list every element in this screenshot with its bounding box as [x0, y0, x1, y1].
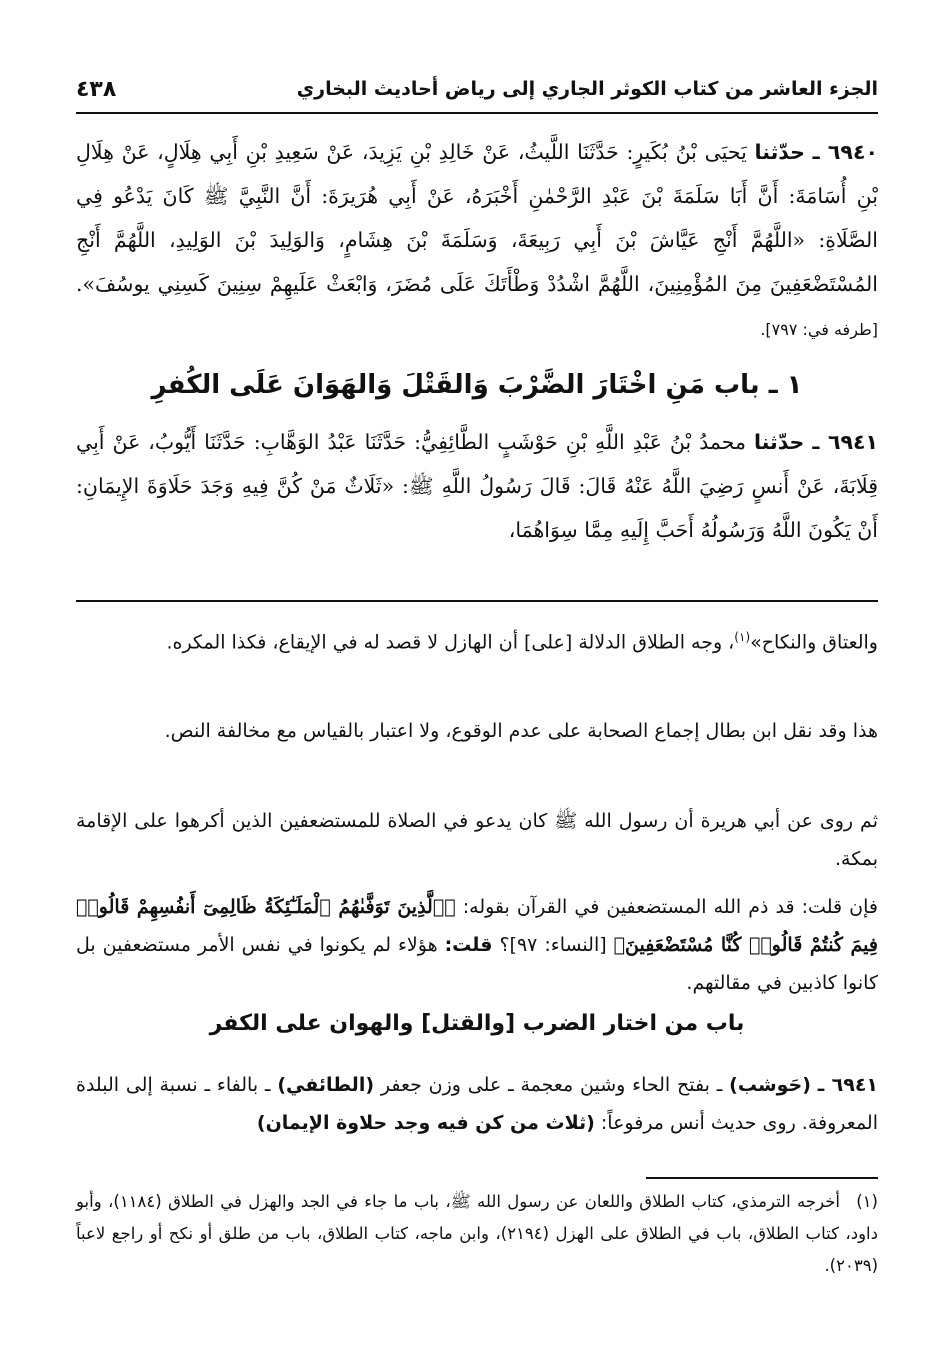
hadith-text: يَحيَى بْنُ بُكَيرٍ: حَدَّثَنَا اللَّيثُ، عَنْ خَالِدِ بْنِ يَزِيدَ، عَنْ سَعِيدِ بْنِ أَبِي هِلَالٍ، عَنْ هِلَالِ بْنِ أُسَامَةَ: أَنَّ أَبَا سَلَمَةَ بْنَ عَبْدِ الرَّحْمٰنِ أَخْبَرَهُ، عَنْ أَبِي هُرَيرَةَ: أَنَّ النَّبِيَّ ﷺ كَانَ يَدْعُو فِي الصَّلَاةِ: «اللَّهُمَّ أَنْجِ عَيَّاشَ بْنَ أَبِي رَبِيعَةَ، وَسَلَمَةَ بْنَ هِشَامٍ، وَالوَلِيدَ بْنَ الوَلِيدِ، اللَّهُمَّ أَنْجِ المُسْتَضْعَفِينَ مِنَ المُؤْمِنِينَ، اللَّهُمَّ اشْدُدْ وَطْأَتَكَ عَلَى مُضَرَ، وَابْعَثْ عَلَيهِمْ سِنِينَ كَسِنِي يوسُفَ».: [76, 140, 878, 296]
commentary-paragraph-3: [76, 802, 878, 878]
quran-verse: ﴿ٱلَّذِينَ تَوَفَّىٰهُمُ ٱلْمَلَـٰٓئِكَةُ ظَالِمِىٓ أَنفُسِهِمْ قَالُوا۟ فِيمَ كُنتُمْ قَالُوا۟ كُنَّا مُسْتَضْعَفِينَ﴾: [76, 896, 878, 956]
page-number: ٤٣٨: [76, 76, 117, 102]
footnote-text: أخرجه الترمذي، كتاب الطلاق واللعان عن رسول الله ﷺ، باب ما جاء في الجد والهزل في الطلاق (١١٨٤)، وأبو داود، كتاب الطلاق، باب في الطلاق على الهزل (٢١٩٤)، وابن ماجه، كتاب الطلاق، باب من طلق أو نكح أو راجع لاعباً (٢٠٣٩).: [76, 1192, 878, 1275]
term: (حَوشب): [729, 1074, 811, 1096]
commentary-paragraph-5: [76, 1066, 878, 1142]
hadith-number: ٦٩٤١ ـ: [817, 1074, 879, 1096]
commentary-divider: [76, 600, 878, 602]
hadith-lead: حدّثنا: [754, 140, 805, 164]
commentary-paragraph-1: [76, 618, 878, 661]
commentary-chapter-heading: باب من اختار الضرب [والقتل] والهوان على الكفر: [209, 1011, 745, 1036]
hadith-text: محمدُ بْنُ عَبْدِ اللَّهِ بْنِ حَوْشَبٍ الطَّائِفِيُّ: حَدَّثَنَا عَبْدُ الوَهَّابِ: حَدَّثَنَا أَيُّوبُ، عَنْ أَبِي قِلَابَةَ، عَنْ أَنسٍ رَضِيَ اللَّهُ عَنْهُ قَالَ: قَالَ رَسُولُ اللَّهِ ﷺ: «ثَلَاثٌ مَنْ كُنَّ فِيهِ وَجَدَ حَلَاوَةَ الإِيمَانِ: أَنْ يَكُونَ اللَّهُ وَرَسُولُهُ أَحَبَّ إِلَيهِ مِمَّا سِوَاهُمَا،: [76, 430, 878, 542]
hadith-6941: [76, 420, 878, 552]
footnote: [76, 1186, 878, 1282]
footnote-marker: (١): [734, 630, 751, 644]
answer-label: قلت:: [444, 934, 493, 956]
paragraph-text: والعتاق والنكاح»: [750, 631, 878, 654]
paragraph-text: ثم روى عن أبي هريرة أن رسول الله ﷺ كان يدعو في الصلاة للمستضعفين الذين أكرهوا على الإقامة بمكة.: [76, 810, 878, 870]
verse-reference: [النساء: ٩٧]؟: [499, 934, 607, 956]
page-header: [76, 66, 878, 114]
hadith-number: ٦٩٤٠ ـ: [812, 140, 878, 164]
footnote-divider: [646, 1177, 878, 1179]
hadith-reference: [طرفه في: ٧٩٧].: [760, 320, 878, 339]
quote: (ثلاث من كن فيه وجد حلاوة الإيمان): [256, 1112, 595, 1134]
paragraph-text: ـ بفتح الحاء وشين معجمة ـ على وزن جعفر: [380, 1074, 723, 1096]
running-title: الجزء العاشر من كتاب الكوثر الجاري إلى رياض أحاديث البخاري: [296, 78, 878, 100]
commentary-paragraph-2: [76, 712, 878, 750]
paragraph-text: هؤلاء لم يكونوا في نفس الأمر مستضعفين بل كانوا كاذبين في مقالتهم.: [76, 934, 878, 994]
chapter-heading: ١ ـ باب مَنِ اخْتَارَ الضَّرْبَ وَالقَتْلَ وَالهَوَانَ عَلَى الكُفرِ: [151, 370, 803, 400]
paragraph-text: ـ بالفاء ـ نسبة إلى البلدة المعروفة. روى حديث أنس مرفوعاً:: [76, 1074, 878, 1134]
paragraph-text: فإن قلت: قد ذم الله المستضعفين في القرآن بقوله:: [462, 896, 878, 918]
footnote-number: (١): [856, 1192, 878, 1211]
hadith-6940: [76, 130, 878, 352]
paragraph-text: هذا وقد نقل ابن بطال إجماع الصحابة على عدم الوقوع، ولا اعتبار بالقياس مع مخالفة النص.: [164, 720, 878, 742]
hadith-number: ٦٩٤١ ـ: [812, 430, 878, 454]
hadith-lead: حدّثنا: [753, 430, 805, 454]
commentary-paragraph-4: [76, 888, 878, 1002]
term: (الطائفي): [277, 1074, 375, 1096]
paragraph-text: ، وجه الطلاق الدلالة [على] أن الهازل لا قصد له في الإيقاع، فكذا المكره.: [166, 631, 735, 654]
